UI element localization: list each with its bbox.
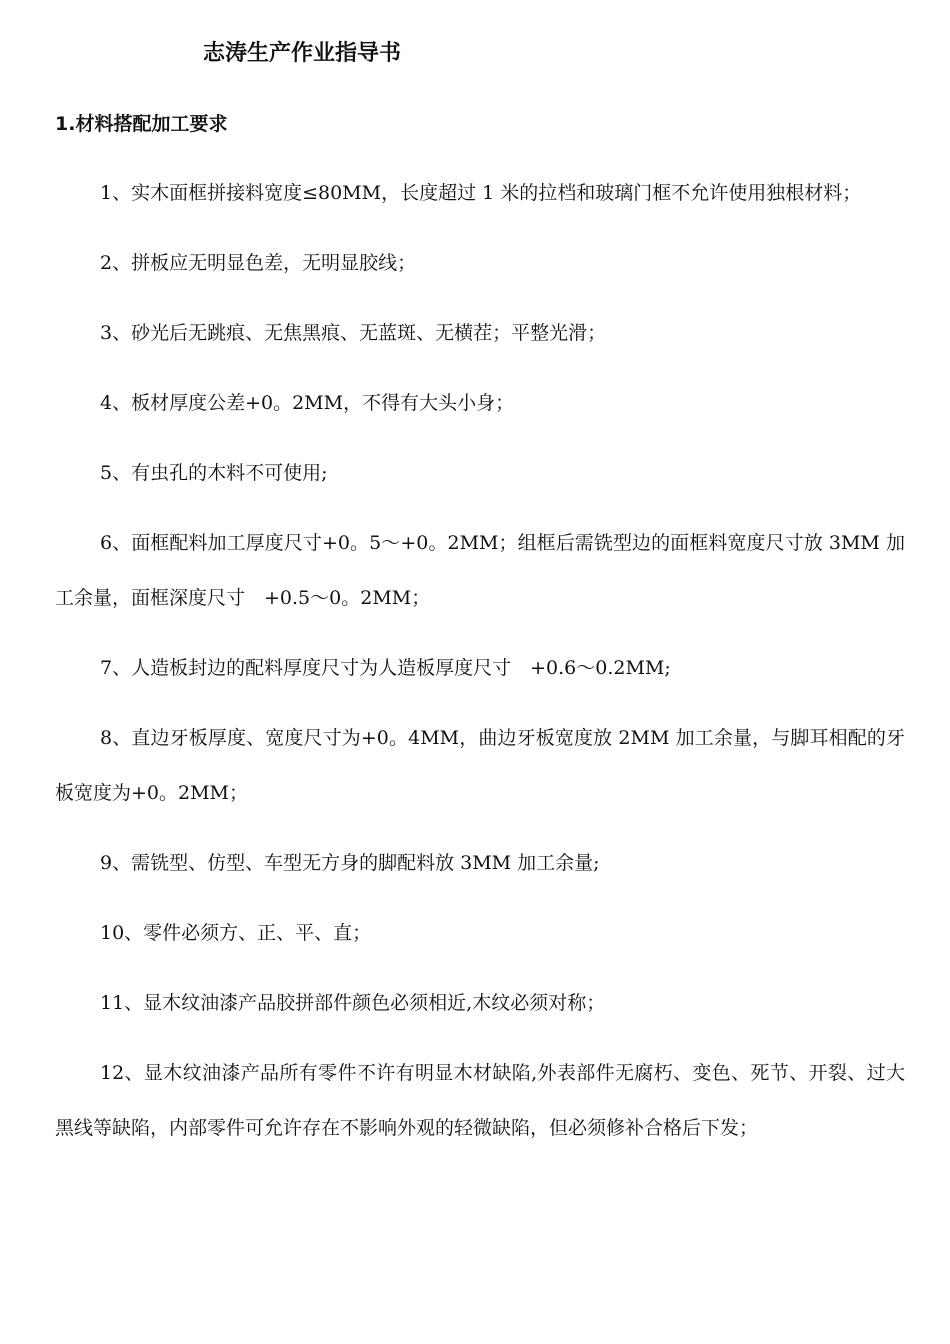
requirement-item: 9、需铣型、仿型、车型无方身的脚配料放 3MM 加工余量;	[100, 852, 600, 874]
requirement-item: 1、实木面框拼接料宽度≤80MM，长度超过 1 米的拉档和玻璃门框不允许使用独根材料；	[100, 182, 862, 204]
requirement-item: 5、有虫孔的木料不可使用;	[100, 462, 328, 484]
requirement-item: 7、人造板封边的配料厚度尺寸为人造板厚度尺寸 +0.6～0.2MM;	[100, 657, 671, 679]
requirement-item: 6、面框配料加工厚度尺寸+0。5～+0。2MM；组框后需铣型边的面框料宽度尺寸放 3MM 加工余量，面框深度尺寸 +0.5～0。2MM；	[55, 532, 905, 609]
requirement-item: 4、板材厚度公差+0。2MM，不得有大头小身；	[100, 392, 515, 414]
requirement-item: 11、显木纹油漆产品胶拼部件颜色必须相近,木纹必须对称；	[100, 992, 606, 1014]
requirement-list	[55, 166, 905, 1171]
requirement-item: 10、零件必须方、正、平、直；	[100, 922, 372, 944]
requirement-item: 3、砂光后无跳痕、无焦黑痕、无蓝斑、无横茬；平整光滑；	[100, 322, 607, 344]
requirement-item: 2、拼板应无明显色差，无明显胶线；	[100, 252, 417, 274]
section-heading: 1.材料搭配加工要求	[55, 113, 228, 135]
requirement-item: 8、直边牙板厚度、宽度尺寸为+0。4MM，曲边牙板宽度放 2MM 加工余量，与脚耳相配的牙板宽度为+0。2MM；	[55, 727, 905, 804]
document-title: 志涛生产作业指导书	[203, 41, 402, 66]
requirement-item: 12、显木纹油漆产品所有零件不许有明显木材缺陷,外表部件无腐朽、变色、死节、开裂、过大黑线等缺陷，内部零件可允许存在不影响外观的轻微缺陷，但必须修补合格后下发；	[55, 1062, 905, 1139]
